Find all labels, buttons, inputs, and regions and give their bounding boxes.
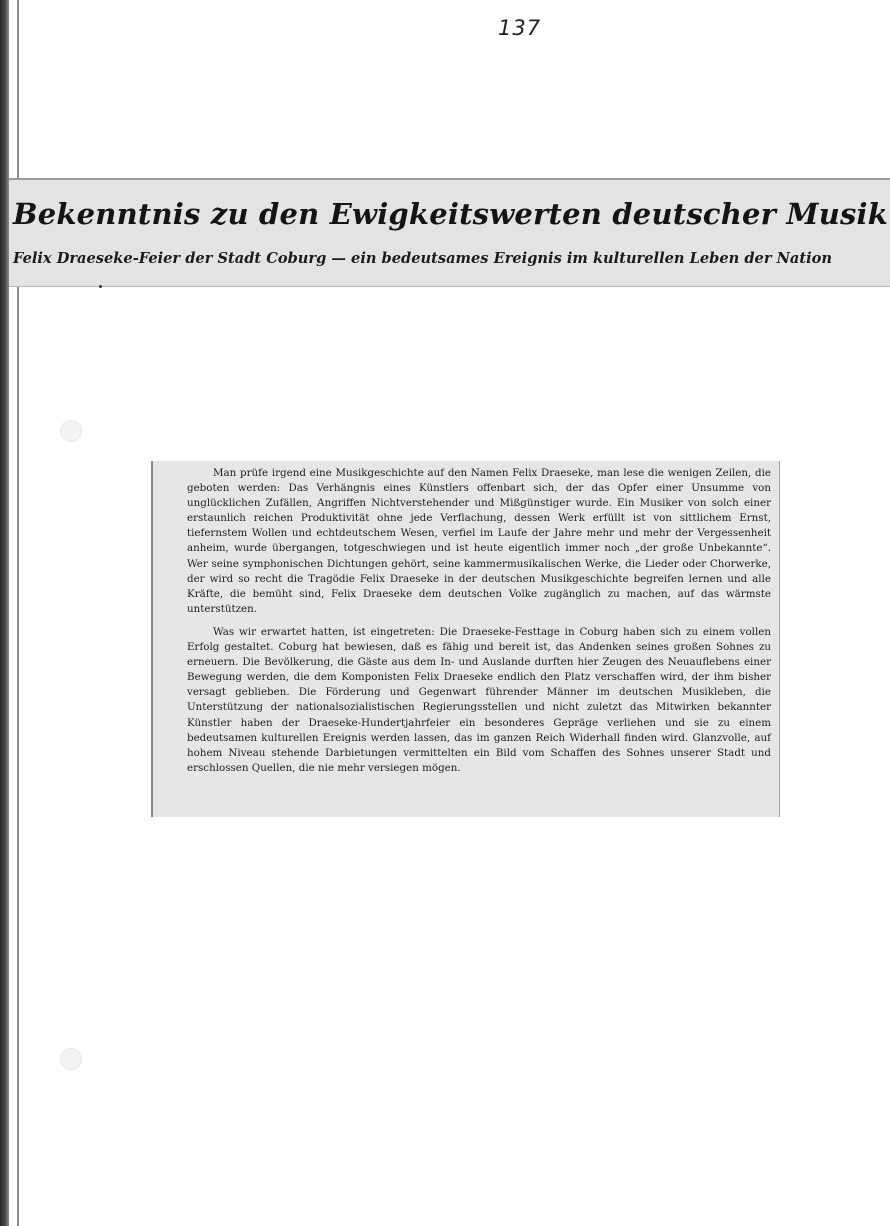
headline: Bekenntnis zu den Ewigkeitswerten deutscher Musik (13, 197, 889, 231)
binder-edge (0, 0, 9, 1226)
article-clipping (151, 461, 780, 817)
punch-hole (60, 420, 82, 442)
punch-hole (60, 1048, 82, 1070)
article-paragraph: Man prüfe irgend eine Musikgeschichte auf den Namen Felix Draeseke, man lese die wenigen Zeilen, die geboten werden: Das Verhängnis eines Künstlers offenbart sich, der das Opfer einer Unsumme von unglücklichen Zufällen, Angriffen Nichtverstehender und Mißgünstiger wurde. Ein Musiker von solch einer erstaunlich reichen Produktivität ohne jede Verflachung, dessen Werk erfüllt ist von sittlichem Ernst, tiefernstem Wollen und echtdeutschem Wesen, verfiel im Laufe der Jahre mehr und mehr der Vergessenheit anheim, wurde übergangen, totgeschwiegen und ist heute eigentlich immer noch „der große Unbekannte“. Wer seine symphonischen Dichtungen gehört, seine kammermusikalischen Werke, die Lieder oder Chorwerke, der wird so recht die Tragödie Felix Draeseke in der deutschen Musikgeschichte begreifen lernen und alle Kräfte, die bemüht sind, Felix Draeseke dem deutschen Volke zugänglich zu machen, auf das wärmste unterstützen. (187, 467, 771, 615)
handwritten-page-number: 137 (498, 16, 542, 40)
subheadline: Felix Draeseke-Feier der Stadt Coburg — ein bedeutsames Ereignis im kulturellen Leben der Nation (13, 250, 833, 267)
ink-dot (99, 285, 102, 288)
article-paragraph: Was wir erwartet hatten, ist eingetreten: Die Draeseke-Festtage in Coburg haben sich zu einem vollen Erfolg gestaltet. Coburg hat bewiesen, daß es fähig und bereit ist, das Andenken seines großen Sohnes zu erneuern. Die Bevölkerung, die Gäste aus dem In- und Auslande durften hier Zeugen des Neuauflebens einer Bewegung werden, die dem Komponisten Felix Draeseke endlich den Platz verschaffen wird, der ihm bisher versagt geblieben. Die Förderung und Gegenwart führender Männer im deutschen Musikleben, die Unterstützung der nationalsozialistischen Regierungsstellen und nicht zuletzt das Mitwirken bekannter Künstler haben der Draeseke-Hundertjahrfeier ein besonderes Gepräge verliehen und sie zu einem bedeutsamen kulturellen Ereignis werden lassen, das im ganzen Reich Widerhall finden wird. Glanzvolle, auf hohem Niveau stehende Darbietungen vermittelten ein Bild vom Schaffen des Sohnes unserer Stadt und erschlossen Quellen, die nie mehr versiegen mögen. (187, 625, 771, 774)
headline-clipping (9, 178, 890, 287)
